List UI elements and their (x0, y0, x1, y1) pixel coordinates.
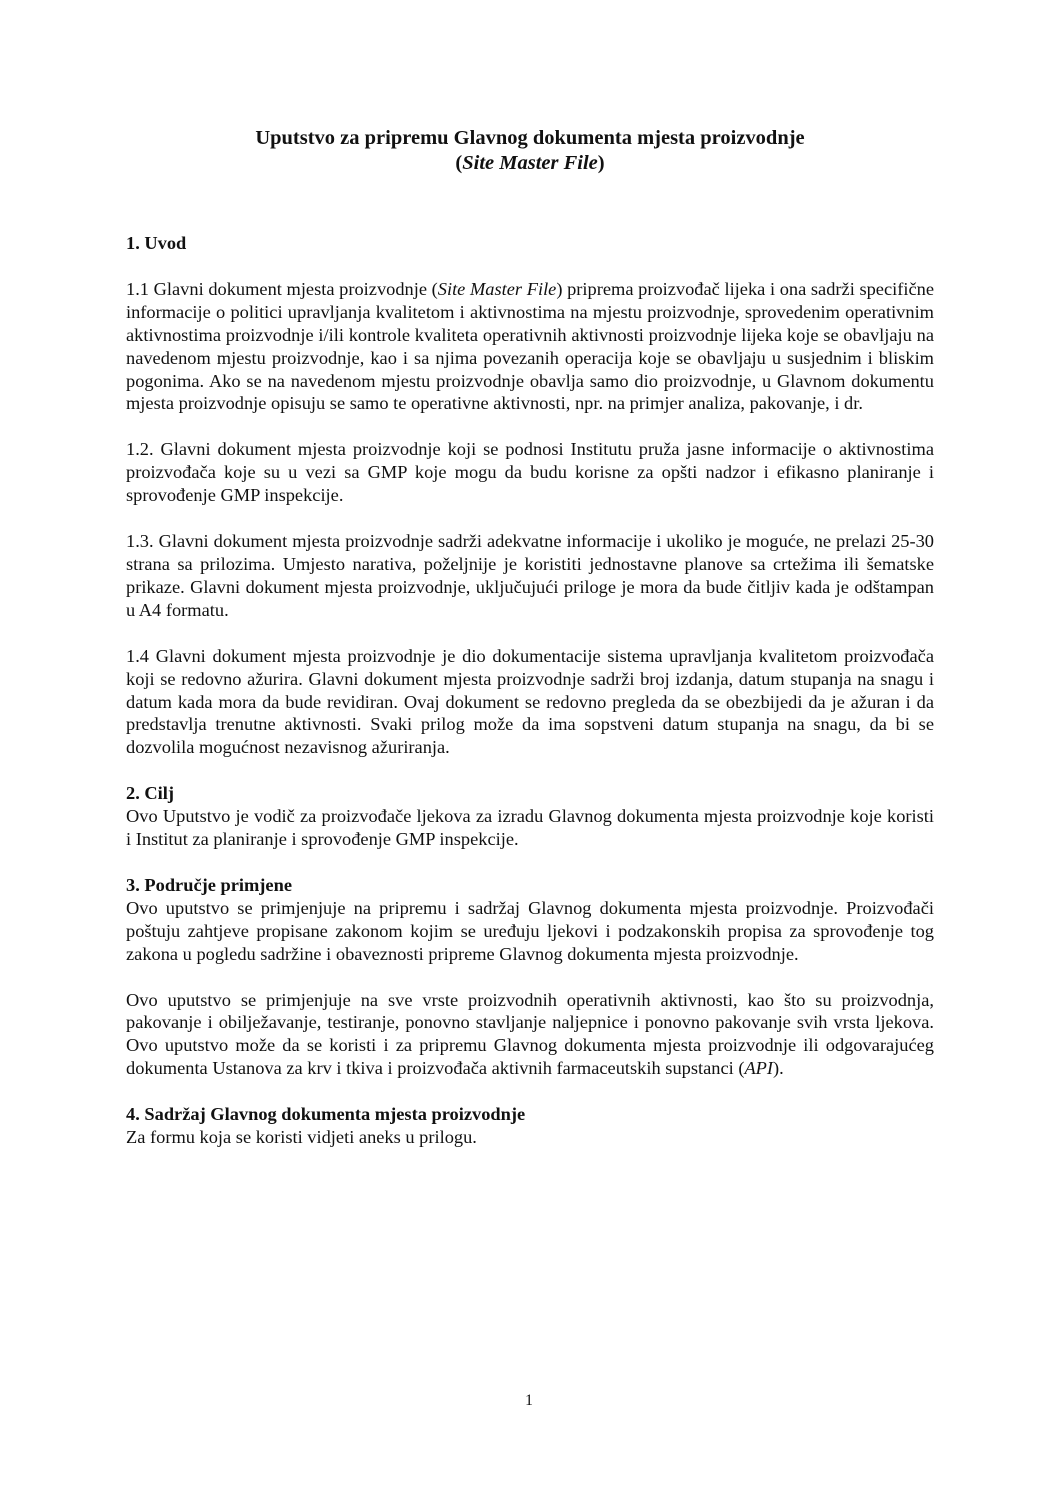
paragraph-podrucje-2 (126, 989, 934, 1081)
paragraph-1-1-text-b: ) priprema proizvođač lijeka i ona sadrži specifične informacije o politici upravljanja kvalitetom i aktivnostima na mjestu proizvodnje, sprovedenim operativnim aktivnostima proizvodnje i/ili kontrole kvaliteta operativnih aktivnosti proizvodnje lijeka koje se obavljaju na navedenom mjestu proizvodnje, kao i sa njima povezanih operacija koje se obavljaju u susjednim i bliskim pogonima. Ako se na navedenom mjestu proizvodnje obavlja samo dio proizvodnje, u Glavnom dokumentu mjesta proizvodnje opisuju se samo te operativne aktivnosti, npr. na primjer analiza, pakovanje, i dr. (126, 278, 934, 414)
paragraph-cilj: Ovo Uputstvo je vodič za proizvođače ljekova za izradu Glavnog dokumenta mjesta proizvodnje koje koristi i Institut za planiranje i sprovođenje GMP inspekcije. (126, 806, 934, 850)
document-page (126, 126, 934, 1149)
paragraph-1-1-text-a: 1.1 Glavni dokument mjesta proizvodnje ( (126, 278, 438, 299)
title-line-2-open: ( (455, 152, 463, 174)
section-heading-sadrzaj: 4. Sadržaj Glavnog dokumenta mjesta proizvodnje (126, 1104, 526, 1125)
paragraph-podrucje-2-italic: API (744, 1058, 774, 1079)
paragraph-sadrzaj: Za formu koja se koristi vidjeti aneks u prilogu. (126, 1127, 477, 1148)
section-heading-podrucje: 3. Područje primjene (126, 874, 292, 895)
paragraph-podrucje-1: Ovo uputstvo se primjenjuje na pripremu i sadržaj Glavnog dokumenta mjesta proizvodnje. Proizvođači poštuju zahtjeve propisane zakonom kojim se uređuju ljekovi i podzakonskih propisa za sprovođenje tog zakona u pogledu sadržine i obaveznosti pripreme Glavnog dokumenta mjesta proizvodnje. (126, 897, 934, 964)
paragraph-1-2: 1.2. Glavni dokument mjesta proizvodnje koji se podnosi Institutu pruža jasne informacije o aktivnostima proizvođača koje su u vezi sa GMP koje mogu da budu korisne za opšti nadzor i efikasno planiranje i sprovođenje GMP inspekcije. (126, 439, 934, 506)
paragraph-podrucje-2-text-b: ). (773, 1058, 784, 1079)
document-title (126, 126, 934, 176)
paragraph-1-3: 1.3. Glavni dokument mjesta proizvodnje sadrži adekvatne informacije i ukoliko je moguće, ne prelazi 25-30 strana sa prilozima. Umjesto narativa, poželjnije je koristiti jednostavne planove sa crtežima ili šematske prikaze. Glavni dokument mjesta proizvodnje, uključujući priloge je mora da bude čitljiv kada je odštampan u A4 formatu. (126, 531, 934, 620)
paragraph-podrucje-2-text-a: Ovo uputstvo se primjenjuje na sve vrste proizvodnih operativnih aktivnosti, kao što su proizvodnja, pakovanje i obilježavanje, testiranje, ponovno stavljanje naljepnice i ponovno pakovanje svih vrsta ljekova. Ovo uputstvo može da se koristi i za pripremu Glavnog dokumenta mjesta proizvodnje ili odgovarajućeg dokumenta Ustanova za krv i tkiva i proizvođača aktivnih farmaceutskih supstanci ( (126, 989, 934, 1079)
page-number: 1 (525, 1392, 533, 1409)
title-line-2-close: ) (597, 152, 605, 174)
paragraph-1-1-italic: Site Master File (437, 278, 557, 299)
paragraph-1-1 (126, 278, 934, 415)
section-heading-uvod: 1. Uvod (126, 233, 187, 253)
title-line-2-italic: Site Master File (462, 152, 598, 174)
title-line-1: Uputstvo za pripremu Glavnog dokumenta mjesta proizvodnje (255, 127, 805, 149)
section-heading-cilj: 2. Cilj (126, 783, 175, 804)
paragraph-1-4: 1.4 Glavni dokument mjesta proizvodnje je dio dokumentacije sistema upravljanja kvalitetom proizvođača koji se redovno ažurira. Glavni dokument mjesta proizvodnje sadrži broj izdanja, datum stupanja na snagu i datum kada mora da bude revidiran. Ovaj dokument se redovno pregleda da se obezbijedi da je ažuran i da predstavlja trenutne aktivnosti. Svaki prilog može da ima sopstveni datum stupanja na snagu, da bi se dozvolila mogućnost nezavisnog ažuriranja. (126, 645, 934, 758)
